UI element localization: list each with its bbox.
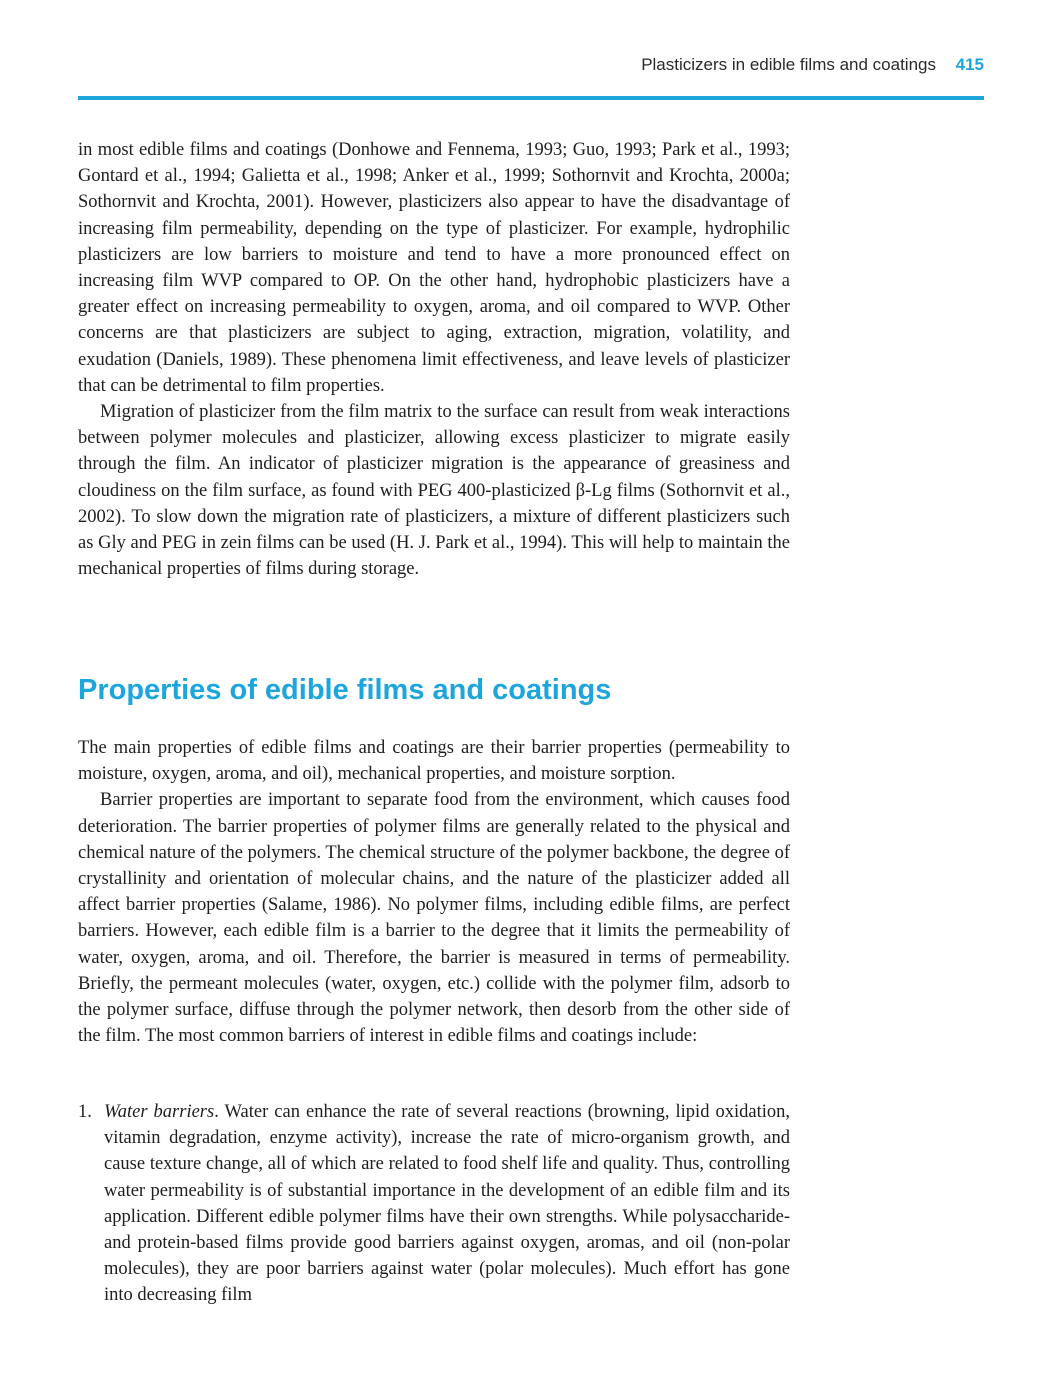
list-item-body — [104, 1099, 790, 1309]
paragraph: Barrier properties are important to separate food from the environment, which causes food deterioration. The barrier properties of polymer films are generally related to the physical and chemical nature of the polymers. The chemical structure of the polymer backbone, the degree of crystallinity and orientation of molecular chains, and the nature of the plasticizer added all affect barrier properties (Salame, 1986). No polymer films, including edible films, are perfect barriers. However, each edible film is a barrier to the degree that it limits the permeability of water, oxygen, aroma, and oil. Therefore, the barrier is measured in terms of permeability. Briefly, the permeant molecules (water, oxygen, etc.) collide with the polymer film, adsorb to the polymer surface, diffuse through the polymer network, then desorb from the other side of the film. The most common barriers of interest in edible films and coatings include: — [78, 790, 790, 1047]
paragraph: The main properties of edible films and coatings are their barrier properties (permeability to moisture, oxygen, aroma, and oil), mechanical properties, and moisture sorption. — [78, 738, 790, 785]
page-header — [78, 52, 984, 100]
list-item — [78, 1099, 790, 1309]
list-item-text: . Water can enhance the rate of several reactions (browning, lipid oxidation, vitamin degradation, enzyme activity), increase the rate of micro-organism growth, and cause texture change, all of which are related to food shelf life and quality. Thus, controlling water permeability is of substantial importance in the development of an edible film and its application. Different edible polymer films have their own strengths. While polysaccharide- and protein-based films provide good barriers against oxygen, aromas, and oil (non-polar molecules), they are poor barriers against water (polar molecules). Much effort has gone into decreasing film — [104, 1102, 790, 1306]
numbered-list — [78, 1099, 790, 1309]
list-item-term: Water barriers — [104, 1102, 215, 1122]
list-item-number: 1. — [78, 1102, 92, 1122]
section1-text — [78, 137, 790, 582]
running-title: Plasticizers in edible films and coatings — [641, 55, 936, 74]
paragraph: in most edible films and coatings (Donhowe and Fennema, 1993; Guo, 1993; Park et al., 1993; Gontard et al., 1994; Galietta et al., 1998; Anker et al., 1999; Sothornvit and Krochta, 2000a; Sothornvit and Krochta, 2001). However, plasticizers also appear to have the disadvantage of increasing film permeability, depending on the type of plasticizer. For example, hydrophilic plasticizers are low barriers to moisture and tend to have a more pronounced effect on increasing film WVP compared to OP. On the other hand, hydrophobic plasticizers have a greater effect on increasing permeability to oxygen, aroma, and oil compared to WVP. Other concerns are that plasticizers are subject to aging, extraction, migration, volatility, and exudation (Daniels, 1989). These phenomena limit effectiveness, and leave levels of plasticizer that can be detrimental to film properties. — [78, 140, 790, 396]
section2-text — [78, 735, 790, 1049]
paragraph: Migration of plasticizer from the film matrix to the surface can result from weak interactions between polymer molecules and plasticizer, allowing excess plasticizer to migrate easily through the film. An indicator of plasticizer migration is the appearance of greasiness and cloudiness on the film surface, as found with PEG 400-plasticized β-Lg films (Sothornvit et al., 2002). To slow down the migration rate of plasticizers, a mixture of different plasticizers such as Gly and PEG in zein films can be used (H. J. Park et al., 1994). This will help to maintain the mechanical properties of films during storage. — [78, 402, 790, 580]
page-number: 415 — [955, 55, 984, 74]
section-heading: Properties of edible films and coatings — [78, 674, 612, 706]
